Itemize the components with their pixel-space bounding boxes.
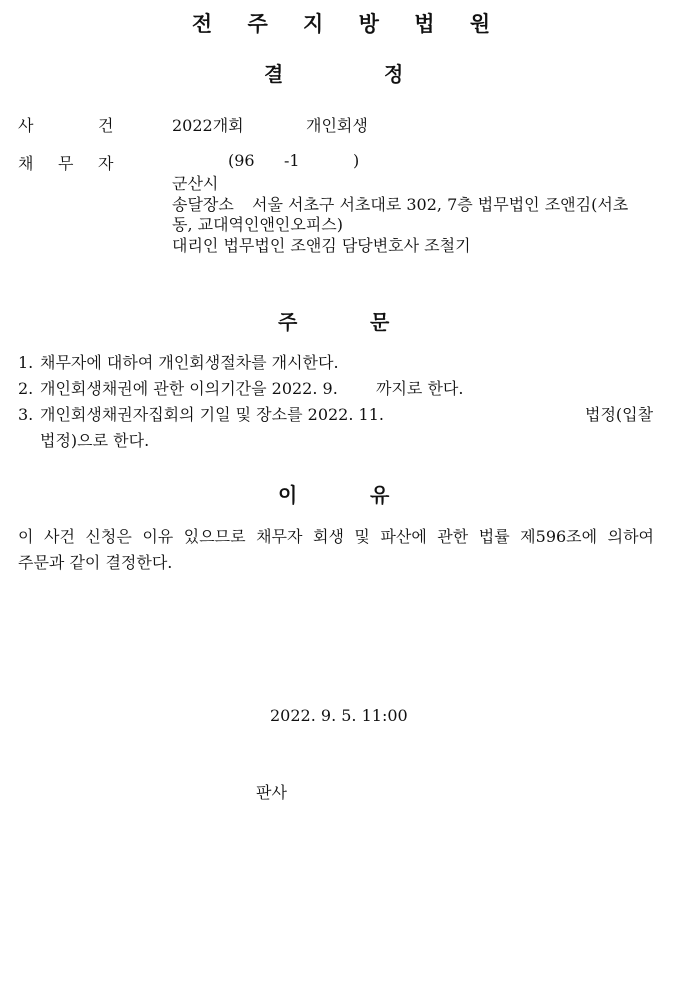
debtor-label-char: 자 xyxy=(98,154,114,173)
order-item-number: 2. xyxy=(18,379,34,398)
court-name xyxy=(0,8,682,38)
case-number: 2022개회 xyxy=(172,116,244,135)
reason-title-left: 이 xyxy=(278,483,298,507)
court-name-char: 주 xyxy=(247,12,268,36)
reason-line2: 주문과 같이 결정한다. xyxy=(18,553,173,572)
order-item-text: 채무자에 대하여 개인회생절차를 개시한다. xyxy=(40,353,339,372)
order-item-text: 개인회생채권자집회의 기일 및 장소를 2022. 11. xyxy=(40,405,384,424)
court-name-char: 원 xyxy=(469,12,491,36)
service-label: 송달장소 xyxy=(172,195,234,214)
decision-date: 2022. 9. 5. 11:00 xyxy=(270,706,408,725)
debtor-agent: 대리인 법무법인 조앤김 담당변호사 조철기 xyxy=(172,236,471,255)
court-name-char: 지 xyxy=(303,12,324,36)
case-label-char: 사 xyxy=(18,116,34,135)
debtor-id-open: (96 xyxy=(228,151,255,170)
debtor-address: 군산시 xyxy=(172,174,219,193)
order-title-right: 문 xyxy=(370,310,390,334)
order-item-text: 법정(입찰 xyxy=(585,405,654,424)
debtor-label-char: 무 xyxy=(58,154,74,173)
case-type: 개인회생 xyxy=(306,116,368,135)
debtor-id-mid: -1 xyxy=(284,151,300,170)
decision-title-right: 정 xyxy=(384,62,404,86)
order-item-number: 3. xyxy=(18,405,34,424)
service-address-line2: 동, 교대역인앤인오피스) xyxy=(172,215,343,234)
court-name-char: 법 xyxy=(414,12,435,36)
order-item-number: 1. xyxy=(18,353,34,372)
judge-label: 판사 xyxy=(256,783,287,802)
order-item-text: 까지로 한다. xyxy=(376,379,464,398)
debtor-label-char: 채 xyxy=(18,154,34,173)
reason-title-right: 유 xyxy=(370,483,390,507)
case-label-char: 건 xyxy=(98,116,114,135)
order-item-text: 개인회생채권에 관한 이의기간을 2022. 9. xyxy=(40,379,338,398)
order-item-text: 법정)으로 한다. xyxy=(40,431,150,450)
debtor-id-close: ) xyxy=(353,151,360,170)
court-name-char: 전 xyxy=(191,12,213,36)
decision-title-left: 결 xyxy=(264,62,284,86)
court-name-char: 방 xyxy=(358,12,379,36)
reason-line1: 이 사건 신청은 이유 있으므로 채무자 회생 및 파산에 관한 법률 제596조에 의하여 xyxy=(18,527,654,546)
service-address-line1: 서울 서초구 서초대로 302, 7층 법무법인 조앤김(서초 xyxy=(252,195,629,214)
order-title-left: 주 xyxy=(278,310,298,334)
